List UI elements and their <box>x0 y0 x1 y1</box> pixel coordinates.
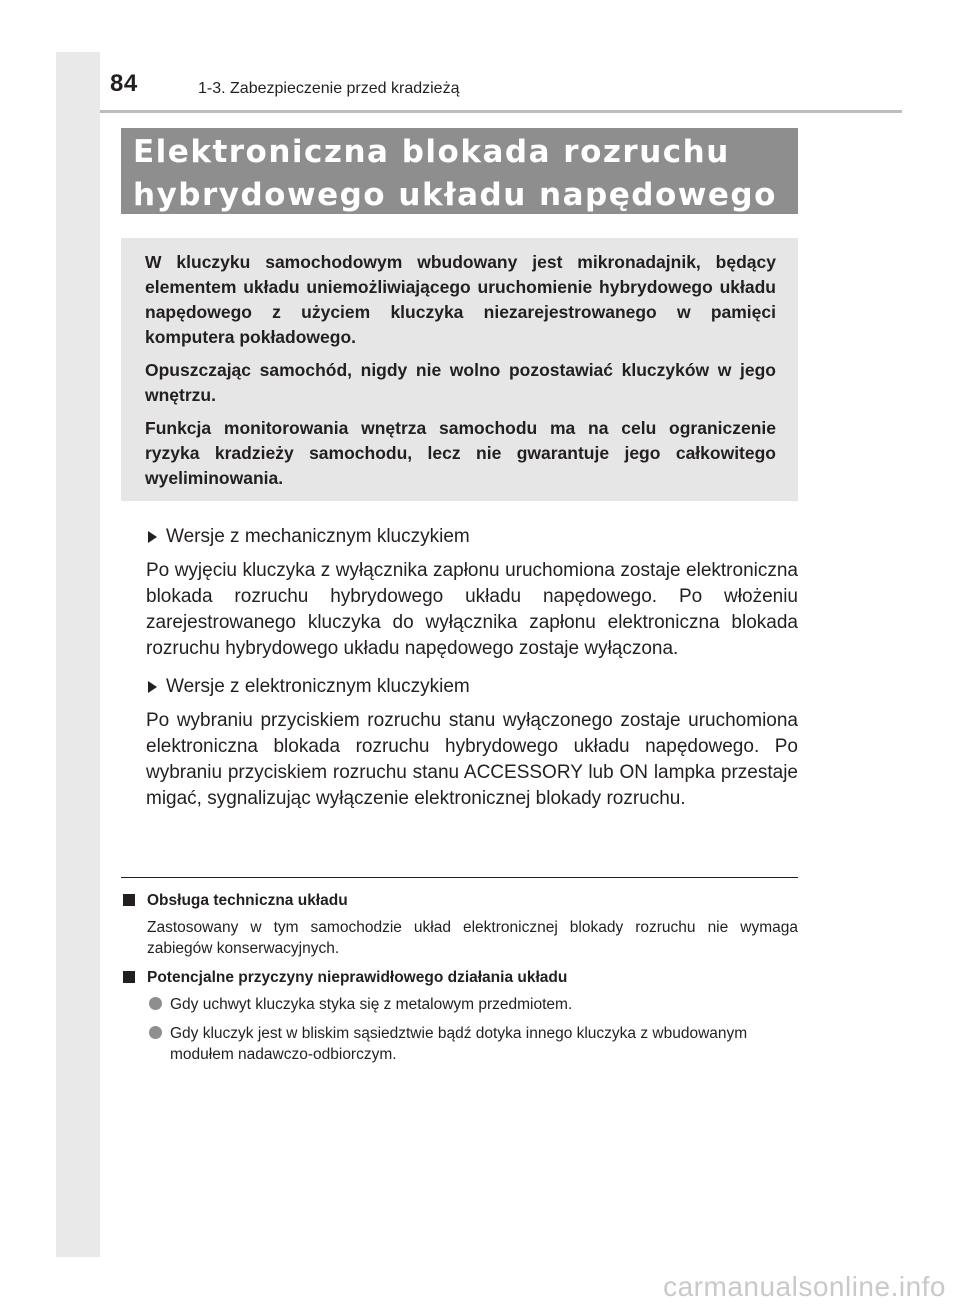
watermark: carmanualsonline.info <box>663 1271 946 1302</box>
note-heading-maintenance <box>121 890 798 911</box>
section-heading-mechanical-key <box>146 524 798 550</box>
square-bullet-icon <box>123 971 135 983</box>
section-heading-electronic-key <box>146 674 798 700</box>
intro-paragraph-3: Funkcja monitorowania wnętrza samochodu ma na celu ograniczenie ryzyka kradzieży samochodu, lecz nie gwarantuje jego całkowitego wyeliminowania. <box>145 418 776 488</box>
circle-bullet-icon <box>149 1026 162 1039</box>
chapter-title-line-2: hybrydowego układu napędowego <box>133 177 777 213</box>
list-item-text: Gdy kluczyk jest w bliskim sąsiedztwie bądź dotyka innego kluczyka z wbudowanym modułem nadawczo-odbiorczym. <box>170 1025 748 1063</box>
notes-divider <box>121 877 798 878</box>
section-heading-text: Wersje z elektronicznym kluczykiem <box>166 676 470 697</box>
intro-box <box>121 238 798 501</box>
square-bullet-icon <box>123 894 135 906</box>
intro-paragraph-2: Opuszczając samochód, nigdy nie wolno pozostawiać kluczyków w jego wnętrzu. <box>145 360 776 405</box>
circle-bullet-icon <box>149 997 162 1010</box>
note-heading-text: Obsługa techniczna układu <box>147 892 348 909</box>
notes-section <box>121 890 798 1073</box>
list-item <box>121 1023 798 1065</box>
chapter-title <box>121 128 798 214</box>
note-heading-text: Potencjalne przyczyny nieprawidłowego działania układu <box>147 969 568 986</box>
page-side-band <box>56 52 100 1257</box>
header-rule <box>100 110 902 113</box>
chapter-title-line-1: Elektroniczna blokada rozruchu <box>133 134 730 170</box>
section-text-mechanical-key: Po wyjęciu kluczyka z wyłącznika zapłonu uruchomiona zostaje elektroniczna blokada rozruchu hybrydowego układu napędowego. Po włożeniu zarejestrowanego kluczyka do wyłącznika zapłonu elektroniczna blokada rozruchu hybrydowego układu napędowego zostaje wyłączona. <box>146 560 798 659</box>
section-text-electronic-key: Po wybraniu przyciskiem rozruchu stanu wyłączonego zostaje uruchomiona elektroniczna blokada rozruchu hybrydowego układu napędowego. Po wybraniu przyciskiem rozruchu stanu ACCESSORY lub ON lampka przestaje migać, sygnalizując wyłączenie elektronicznej blokady rozruchu. <box>146 710 798 809</box>
section-label: 1-3. Zabezpieczenie przed kradzieżą <box>198 80 460 97</box>
triangle-bullet-icon <box>148 531 157 543</box>
body-content <box>146 524 798 824</box>
note-text-maintenance: Zastosowany w tym samochodzie układ elektronicznej blokady rozruchu nie wymaga zabiegów konserwacyjnych. <box>147 919 798 957</box>
page-number: 84 <box>110 70 138 97</box>
intro-paragraph-1: W kluczyku samochodowym wbudowany jest mikronadajnik, będący elementem układu uniemożliwiającego uruchomienie hybrydowego układu napędowego z użyciem kluczyka niezarejestrowanego w pamięci komputera pokładowego. <box>145 252 776 347</box>
triangle-bullet-icon <box>148 681 157 693</box>
note-heading-causes <box>121 967 798 988</box>
list-item <box>121 994 798 1015</box>
list-item-text: Gdy uchwyt kluczyka styka się z metalowym przedmiotem. <box>170 996 573 1013</box>
section-heading-text: Wersje z mechanicznym kluczykiem <box>166 526 470 547</box>
